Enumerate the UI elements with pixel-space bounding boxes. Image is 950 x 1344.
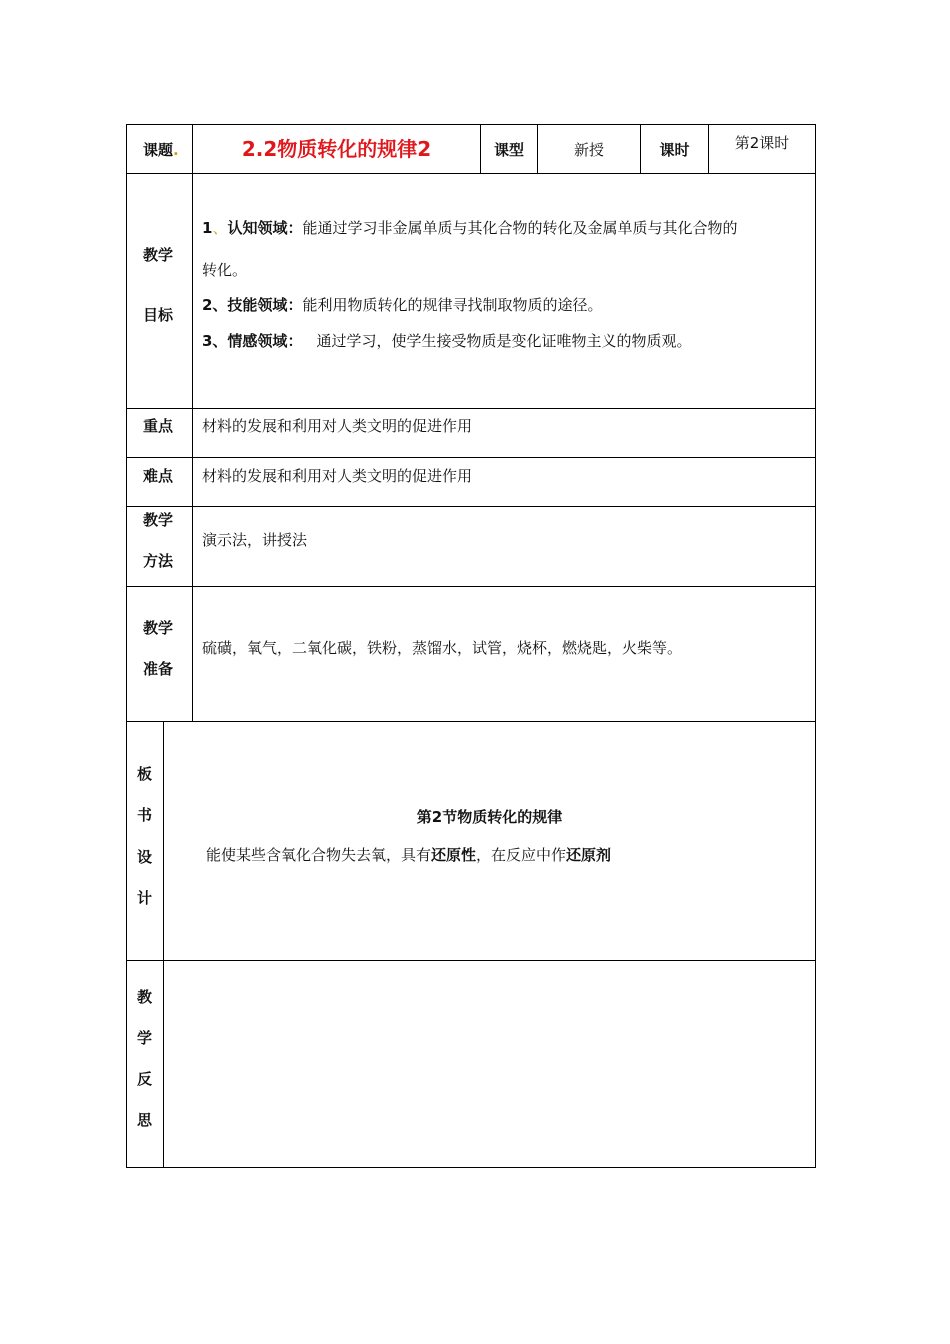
reflection-label-char-1: 教 (137, 988, 153, 1006)
board-heading: 第2节物质转化的规律 (416, 808, 563, 826)
row-divider-board (126, 960, 816, 961)
preparation-text: 硫磺，氧气，二氧化碳，铁粉，蒸馏水，试管，烧杯，燃烧匙，火柴等。 (202, 639, 683, 657)
table-border-left (126, 124, 127, 1168)
key-point-label: 重点 (143, 417, 174, 435)
period-label: 课时 (659, 141, 690, 159)
row-divider-methods (126, 586, 816, 587)
row-divider-header (126, 173, 816, 174)
difficulty-label: 难点 (143, 467, 174, 485)
methods-label-top: 教学 (143, 511, 174, 529)
board-label-char-2: 书 (137, 806, 153, 824)
table-border-top (126, 124, 816, 125)
row-divider-key-point (126, 457, 816, 458)
methods-text: 演示法，讲授法 (202, 531, 308, 549)
key-point-text: 材料的发展和利用对人类文明的促进作用 (202, 417, 473, 435)
label-column-divider (192, 124, 193, 722)
table-border-bottom (126, 1167, 816, 1168)
board-label-char-3: 设 (137, 848, 153, 866)
type-label: 课型 (493, 141, 524, 159)
type-value: 新授 (573, 141, 604, 159)
preparation-label-top: 教学 (143, 619, 174, 637)
board-label-char-4: 计 (137, 889, 153, 907)
subject-label: 课题. (143, 141, 179, 159)
row-divider-difficulty (126, 506, 816, 507)
board-content: 能使某些含氧化合物失去氧，具有还原性，在反应中作还原剂 (206, 846, 612, 864)
board-label-char-1: 板 (137, 765, 153, 783)
objectives-label-bottom: 目标 (143, 306, 174, 324)
objective-1: 1、认知领域：能通过学习非金属单质与其化合物的转化及金属单质与其化合物的 (202, 219, 738, 237)
reflection-label-char-4: 思 (137, 1111, 153, 1129)
objective-3: 3、情感领域： 通过学习，使学生接受物质是变化证唯物主义的物质观。 (202, 332, 692, 350)
reflection-label-char-3: 反 (137, 1070, 153, 1088)
row-divider-preparation (126, 721, 816, 722)
objectives-label-top: 教学 (143, 246, 174, 264)
methods-label-bottom: 方法 (143, 552, 174, 570)
label-column-divider-lower (163, 721, 164, 1168)
reflection-label-char-2: 学 (137, 1029, 153, 1047)
row-divider-objectives (126, 408, 816, 409)
subject-title: 2.2物质转化的规律2 (241, 137, 432, 161)
table-border-right (815, 124, 816, 1168)
difficulty-text: 材料的发展和利用对人类文明的促进作用 (202, 467, 473, 485)
objective-1-continued: 转化。 (202, 261, 248, 279)
objective-2: 2、技能领域：能利用物质转化的规律寻找制取物质的途径。 (202, 296, 603, 314)
period-value: 第2课时 (734, 134, 790, 152)
preparation-label-bottom: 准备 (143, 660, 174, 678)
